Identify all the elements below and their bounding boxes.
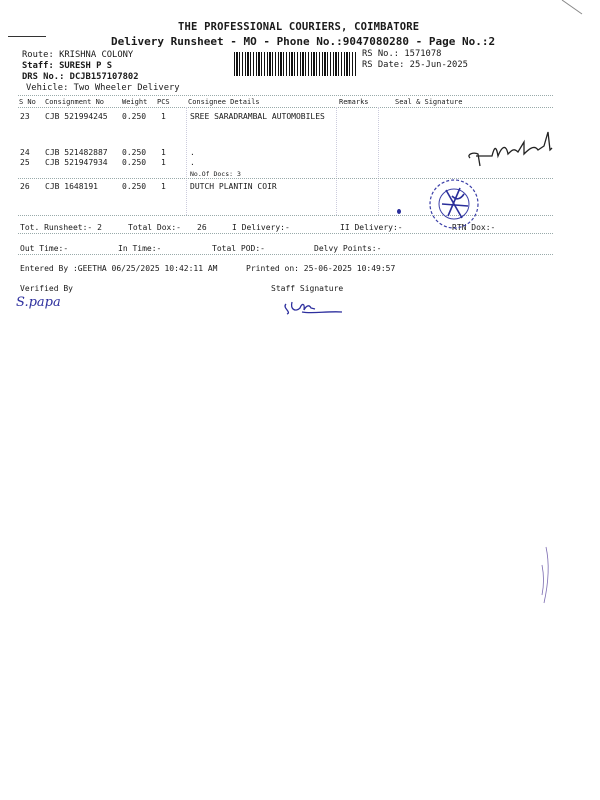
rs-date: RS Date: 25-Jun-2025 [362,60,468,70]
row-consignment: CJB 521947934 [45,158,108,167]
rtn-dox: RTN Dox:- [452,223,496,232]
row-weight: 0.250 [122,158,147,167]
row-weight: 0.250 [122,148,147,157]
verified-by-label: Verified By [20,284,73,293]
staff-signature-label: Staff Signature [271,284,344,293]
row-consignment: CJB 521994245 [45,112,108,121]
corner-mark [560,0,600,20]
printed-on: Printed on: 25-06-2025 10:49:57 [246,264,396,273]
company-title: THE PROFESSIONAL COURIERS, COIMBATORE [178,21,420,33]
col-divider [186,180,187,215]
row-consignee: SREE SARADRAMBAL AUTOMOBILES [190,112,325,121]
route-label: Route: KRISHNA COLONY [22,50,134,60]
row-pcs: 1 [161,158,166,167]
margin-mark [8,36,46,37]
col-divider [336,107,337,177]
row-consignee: DUTCH PLANTIN COIR [190,182,277,191]
staff-signature-scribble [282,298,346,316]
col-divider [186,107,187,177]
row-consignment: CJB 521482887 [45,148,108,157]
row-consignee: . [190,158,195,167]
col-header-seal: Seal & Signature [395,98,463,106]
col-header-remarks: Remarks [339,98,369,106]
ink-dot [397,209,401,214]
row-sno: 24 [20,148,30,157]
row-pcs: 1 [161,112,166,121]
row-pcs: 1 [161,182,166,191]
times-line [18,254,553,255]
col-header-weight: Weight [122,98,148,106]
row-consignee: . [190,148,195,157]
row-sno: 25 [20,158,30,167]
margin-scribble [538,545,552,605]
vehicle-label: Vehicle: Two Wheeler Delivery [26,83,180,93]
col-divider [336,180,337,215]
row-weight: 0.250 [122,182,147,191]
row-pcs: 1 [161,148,166,157]
row-sno: 23 [20,112,30,121]
total-dox-label: Total Dox:- [128,223,181,232]
seal-stamp [426,176,482,234]
col-header-consignment: Consignment No [45,98,105,106]
docs-note: No.Of Docs: 3 [190,170,241,178]
entered-by: Entered By :GEETHA 06/25/2025 10:42:11 AM [20,264,218,273]
runsheet-title: Delivery Runsheet - MO - Phone No.:9047080280 - Page No.:2 [111,35,496,48]
out-time: Out Time:- [20,244,69,253]
staff-label: Staff: SURESH P S [22,61,113,71]
ii-delivery: II Delivery:- [340,223,403,232]
header-bottom-line [18,107,553,108]
in-time: In Time:- [118,244,162,253]
col-divider [378,180,379,215]
total-pod: Total POD:- [212,244,265,253]
total-runsheet: Tot. Runsheet:- 2 [20,223,102,232]
verified-signature: S.papa [16,295,61,310]
drs-number: DRS No.: DCJB157107802 [22,72,139,82]
table-top-line [18,95,553,96]
i-delivery: I Delivery:- [232,223,290,232]
delvy-points: Delvy Points:- [314,244,382,253]
col-header-pcs: PCS [157,98,170,106]
col-header-consignee: Consignee Details [188,98,260,106]
row-consignment: CJB 1648191 [45,182,98,191]
rs-number: RS No.: 1571078 [362,49,442,59]
recipient-signature [462,126,558,170]
row-sno: 26 [20,182,30,191]
row-weight: 0.250 [122,112,147,121]
total-dox-value: 26 [197,223,207,232]
barcode [234,52,356,76]
col-divider [378,107,379,177]
col-header-sno: S No [19,98,36,106]
